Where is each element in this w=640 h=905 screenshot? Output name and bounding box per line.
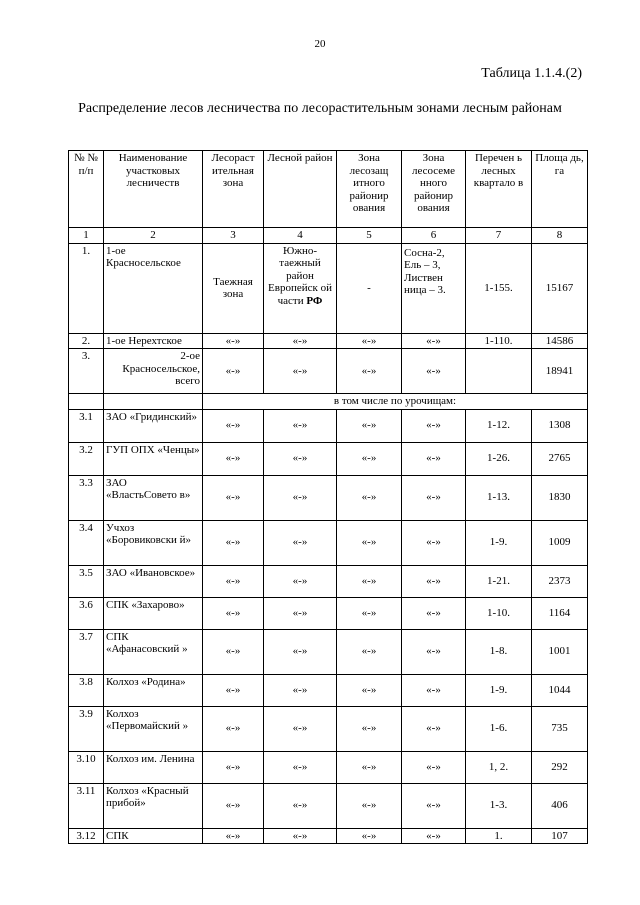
row-seed: «-» bbox=[402, 783, 466, 828]
row-seed: «-» bbox=[402, 333, 466, 349]
row-quarters: 1-155. bbox=[466, 243, 532, 333]
row-area: 2765 bbox=[532, 442, 588, 475]
row-quarters: 1. bbox=[466, 828, 532, 844]
row-area: 18941 bbox=[532, 349, 588, 394]
col-number: 3 bbox=[203, 228, 264, 244]
row-name: 1-ое Красносельское bbox=[104, 243, 203, 333]
row-seed: «-» bbox=[402, 520, 466, 565]
table-row bbox=[69, 751, 588, 783]
table-row bbox=[69, 243, 588, 333]
row-seed: «-» bbox=[402, 751, 466, 783]
row-protect: «-» bbox=[337, 706, 402, 751]
col-number: 2 bbox=[104, 228, 203, 244]
table-row bbox=[69, 629, 588, 674]
row-name: СПК bbox=[104, 828, 203, 844]
row-region: «-» bbox=[264, 597, 337, 629]
row-name: Учхоз «Боровиковски й» bbox=[104, 520, 203, 565]
row-quarters: 1-9. bbox=[466, 674, 532, 706]
row-area: 1830 bbox=[532, 475, 588, 520]
row-quarters: 1-8. bbox=[466, 629, 532, 674]
row-zone: «-» bbox=[203, 475, 264, 520]
header-col-zone: Лесораст ительная зона bbox=[203, 151, 264, 228]
row-protect: «-» bbox=[337, 333, 402, 349]
row-seed: «-» bbox=[402, 349, 466, 394]
subheader-row bbox=[69, 394, 588, 410]
row-protect: «-» bbox=[337, 442, 402, 475]
table-row bbox=[69, 706, 588, 751]
row-name: Колхоз «Родина» bbox=[104, 674, 203, 706]
row-area: 1164 bbox=[532, 597, 588, 629]
table-row bbox=[69, 828, 588, 844]
row-area: 14586 bbox=[532, 333, 588, 349]
row-region: «-» bbox=[264, 520, 337, 565]
row-zone: «-» bbox=[203, 597, 264, 629]
row-name: ЗАО «ВластьСовето в» bbox=[104, 475, 203, 520]
row-area: 1009 bbox=[532, 520, 588, 565]
row-region: «-» bbox=[264, 349, 337, 394]
row-zone: «-» bbox=[203, 706, 264, 751]
row-zone: «-» bbox=[203, 520, 264, 565]
row-quarters: 1-9. bbox=[466, 520, 532, 565]
row-quarters bbox=[466, 349, 532, 394]
row-num: 3.8 bbox=[69, 674, 104, 706]
row-zone: «-» bbox=[203, 828, 264, 844]
row-num: 1. bbox=[69, 243, 104, 333]
row-num: 3.6 bbox=[69, 597, 104, 629]
row-area: 1044 bbox=[532, 674, 588, 706]
row-area: 292 bbox=[532, 751, 588, 783]
row-region: «-» bbox=[264, 828, 337, 844]
row-zone: «-» bbox=[203, 565, 264, 597]
row-area: 1001 bbox=[532, 629, 588, 674]
row-zone: «-» bbox=[203, 751, 264, 783]
row-region: «-» bbox=[264, 442, 337, 475]
row-name-total: всего bbox=[175, 375, 200, 387]
row-quarters: 1, 2. bbox=[466, 751, 532, 783]
row-protect: «-» bbox=[337, 751, 402, 783]
table-row bbox=[69, 565, 588, 597]
row-num: 3.4 bbox=[69, 520, 104, 565]
table-row bbox=[69, 783, 588, 828]
row-region: «-» bbox=[264, 333, 337, 349]
col-number: 5 bbox=[337, 228, 402, 244]
row-name: Колхоз «Красный прибой» bbox=[104, 783, 203, 828]
row-name-text: 2-ое Красносельское, bbox=[122, 350, 200, 375]
row-quarters: 1-3. bbox=[466, 783, 532, 828]
row-num: 3.11 bbox=[69, 783, 104, 828]
row-protect: «-» bbox=[337, 783, 402, 828]
subheader-empty-num bbox=[69, 394, 104, 410]
row-region: «-» bbox=[264, 565, 337, 597]
row-protect: - bbox=[337, 243, 402, 333]
row-protect: «-» bbox=[337, 475, 402, 520]
row-num: 3.7 bbox=[69, 629, 104, 674]
row-seed: «-» bbox=[402, 828, 466, 844]
header-col-area: Площа дь, га bbox=[532, 151, 588, 228]
row-quarters: 1-6. bbox=[466, 706, 532, 751]
row-area: 2373 bbox=[532, 565, 588, 597]
table-row bbox=[69, 409, 588, 442]
row-protect: «-» bbox=[337, 629, 402, 674]
table-title: Распределение лесов лесничества по лесорастительным зонами лесным районам bbox=[78, 101, 562, 116]
row-name: СПК «Афанасовский » bbox=[104, 629, 203, 674]
row-region: «-» bbox=[264, 475, 337, 520]
row-num: 3.12 bbox=[69, 828, 104, 844]
subheader-text: в том числе по урочищам: bbox=[203, 394, 588, 410]
row-name: Колхоз им. Ленина bbox=[104, 751, 203, 783]
row-name: ЗАО «Ивановское» bbox=[104, 565, 203, 597]
row-zone: «-» bbox=[203, 629, 264, 674]
row-num: 3.1 bbox=[69, 409, 104, 442]
row-name: ГУП ОПХ «Ченцы» bbox=[104, 442, 203, 475]
row-num: 3.3 bbox=[69, 475, 104, 520]
table-label: Таблица 1.1.4.(2) bbox=[481, 66, 582, 81]
row-zone: «-» bbox=[203, 333, 264, 349]
row-region: «-» bbox=[264, 783, 337, 828]
row-num: 3.5 bbox=[69, 565, 104, 597]
column-numbers-row bbox=[69, 228, 588, 244]
row-protect: «-» bbox=[337, 520, 402, 565]
row-quarters: 1-110. bbox=[466, 333, 532, 349]
table-row bbox=[69, 475, 588, 520]
row-num: 3.10 bbox=[69, 751, 104, 783]
row-num: 3.9 bbox=[69, 706, 104, 751]
col-number: 4 bbox=[264, 228, 337, 244]
row-quarters: 1-21. bbox=[466, 565, 532, 597]
table-row bbox=[69, 674, 588, 706]
row-num: 3.2 bbox=[69, 442, 104, 475]
header-col-num: № № п/п bbox=[69, 151, 104, 228]
subheader-empty-name bbox=[104, 394, 203, 410]
row-area: 107 bbox=[532, 828, 588, 844]
row-seed: «-» bbox=[402, 475, 466, 520]
row-region: «-» bbox=[264, 751, 337, 783]
row-area: 735 bbox=[532, 706, 588, 751]
row-protect: «-» bbox=[337, 349, 402, 394]
row-name: СПК «Захарово» bbox=[104, 597, 203, 629]
table-row bbox=[69, 442, 588, 475]
table-row bbox=[69, 597, 588, 629]
row-seed: «-» bbox=[402, 409, 466, 442]
header-col-protect: Зона лесозащ итного районир ования bbox=[337, 151, 402, 228]
row-name: Колхоз «Первомайский » bbox=[104, 706, 203, 751]
row-area: 1308 bbox=[532, 409, 588, 442]
row-region-bold: РФ bbox=[306, 294, 323, 307]
row-num: 3. bbox=[69, 349, 104, 394]
row-protect: «-» bbox=[337, 597, 402, 629]
col-number: 1 bbox=[69, 228, 104, 244]
row-region bbox=[264, 243, 337, 333]
row-zone: «-» bbox=[203, 674, 264, 706]
row-seed: «-» bbox=[402, 597, 466, 629]
row-quarters: 1-13. bbox=[466, 475, 532, 520]
forest-distribution-table bbox=[68, 150, 588, 844]
row-quarters: 1-10. bbox=[466, 597, 532, 629]
header-col-region: Лесной район bbox=[264, 151, 337, 228]
row-name: ЗАО «Гридинский» bbox=[104, 409, 203, 442]
row-quarters: 1-12. bbox=[466, 409, 532, 442]
header-col-quarters: Перечен ь лесных квартало в bbox=[466, 151, 532, 228]
row-seed: Сосна-2, Ель – 3, Листвен ница – 3. bbox=[402, 243, 466, 333]
header-col-name: Наименование участковых лесничеств bbox=[104, 151, 203, 228]
table-row bbox=[69, 520, 588, 565]
col-number: 8 bbox=[532, 228, 588, 244]
row-name bbox=[104, 349, 203, 394]
row-region-text: Южно-таежный район Европейск ой части bbox=[268, 244, 332, 307]
header-row bbox=[69, 151, 588, 228]
row-seed: «-» bbox=[402, 706, 466, 751]
row-region: «-» bbox=[264, 409, 337, 442]
row-seed: «-» bbox=[402, 629, 466, 674]
row-region: «-» bbox=[264, 629, 337, 674]
row-protect: «-» bbox=[337, 565, 402, 597]
col-number: 6 bbox=[402, 228, 466, 244]
row-num: 2. bbox=[69, 333, 104, 349]
page-number: 20 bbox=[314, 38, 326, 50]
header-col-seed: Зона лесосеме нного районир ования bbox=[402, 151, 466, 228]
row-zone: «-» bbox=[203, 783, 264, 828]
row-area: 15167 bbox=[532, 243, 588, 333]
row-area: 406 bbox=[532, 783, 588, 828]
table-row bbox=[69, 333, 588, 349]
row-seed: «-» bbox=[402, 565, 466, 597]
row-name: 1-ое Нерехтское bbox=[104, 333, 203, 349]
row-zone: «-» bbox=[203, 442, 264, 475]
row-quarters: 1-26. bbox=[466, 442, 532, 475]
col-number: 7 bbox=[466, 228, 532, 244]
row-seed: «-» bbox=[402, 674, 466, 706]
row-protect: «-» bbox=[337, 828, 402, 844]
row-seed: «-» bbox=[402, 442, 466, 475]
row-zone: Таежная зона bbox=[203, 243, 264, 333]
row-zone: «-» bbox=[203, 409, 264, 442]
row-protect: «-» bbox=[337, 674, 402, 706]
row-region: «-» bbox=[264, 706, 337, 751]
table-row bbox=[69, 349, 588, 394]
row-protect: «-» bbox=[337, 409, 402, 442]
row-zone: «-» bbox=[203, 349, 264, 394]
row-region: «-» bbox=[264, 674, 337, 706]
